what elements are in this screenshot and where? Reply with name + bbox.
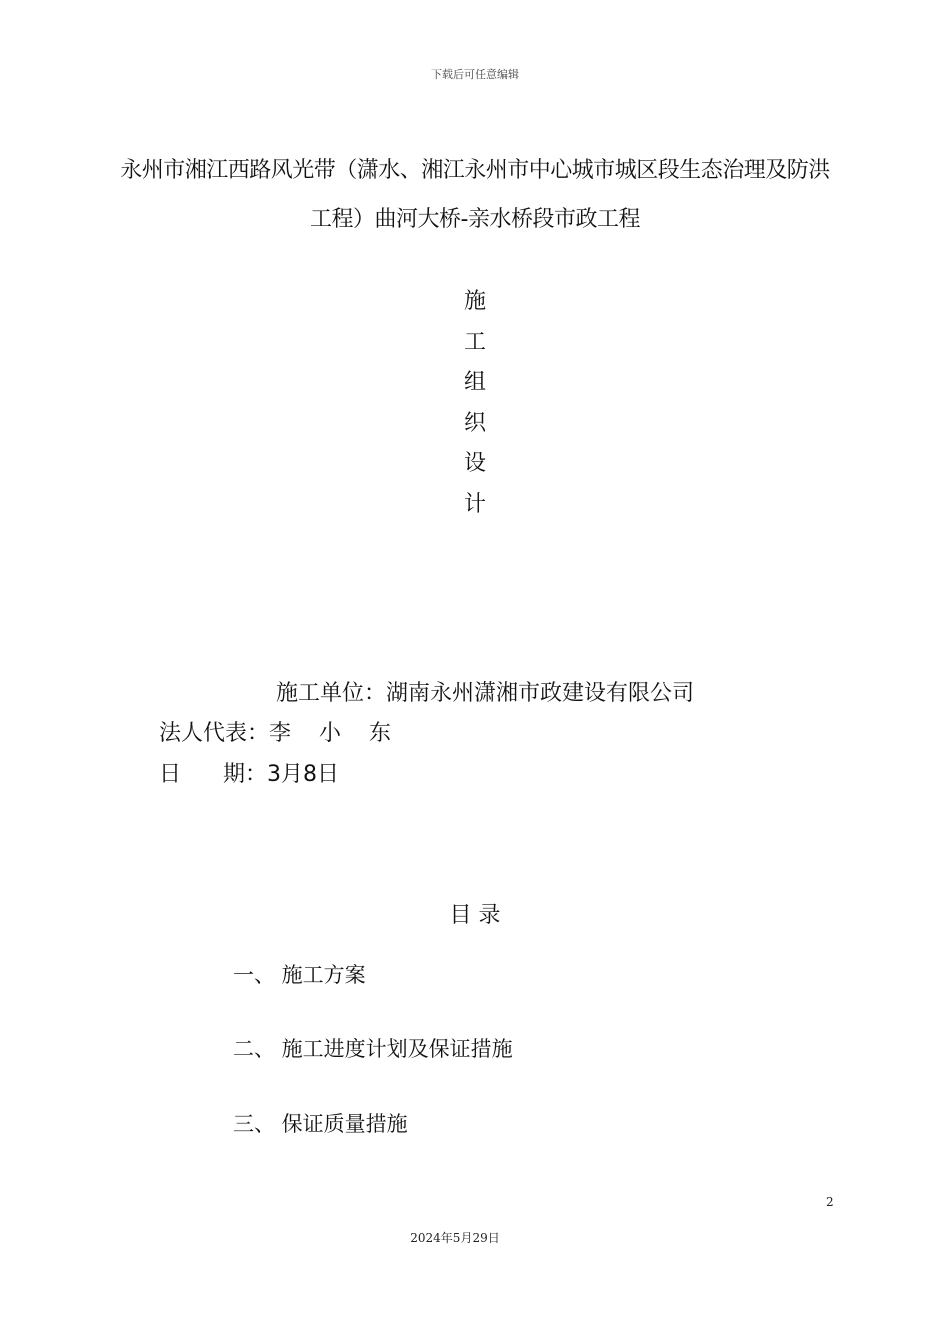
document-type-char: 织 [463,410,486,436]
project-title [95,146,855,244]
document-type-char: 计 [463,491,486,517]
project-title-line-1: 永州市湘江西路风光带（潇水、湘江永州市中心城市城区段生态治理及防洪 [120,158,830,183]
construction-unit: 施工单位：湖南永州潇湘市政建设有限公司 [275,681,694,706]
header-note: 下载后可任意编辑 [431,68,519,81]
document-type-char: 工 [463,329,486,355]
footer-date: 2024年5月29日 [410,1231,500,1245]
project-title-line-2: 工程）曲河大桥-亲水桥段市政工程 [310,207,640,232]
document-type-char: 组 [463,370,486,395]
document-type-char: 施 [463,289,486,314]
toc-item: 二、 施工进度计划及保证措施 [233,1037,513,1061]
document-date: 日 期：3月8日 [159,762,339,787]
toc-item: 三、 保证质量措施 [233,1112,408,1136]
toc-title: 目 录 [449,903,501,928]
document-type-char: 设 [463,451,486,476]
toc-item: 一、 施工方案 [233,963,366,987]
legal-representative: 法人代表：李 小 东 [159,721,391,746]
document-type-title [450,282,500,525]
page-number: 2 [826,1195,834,1209]
